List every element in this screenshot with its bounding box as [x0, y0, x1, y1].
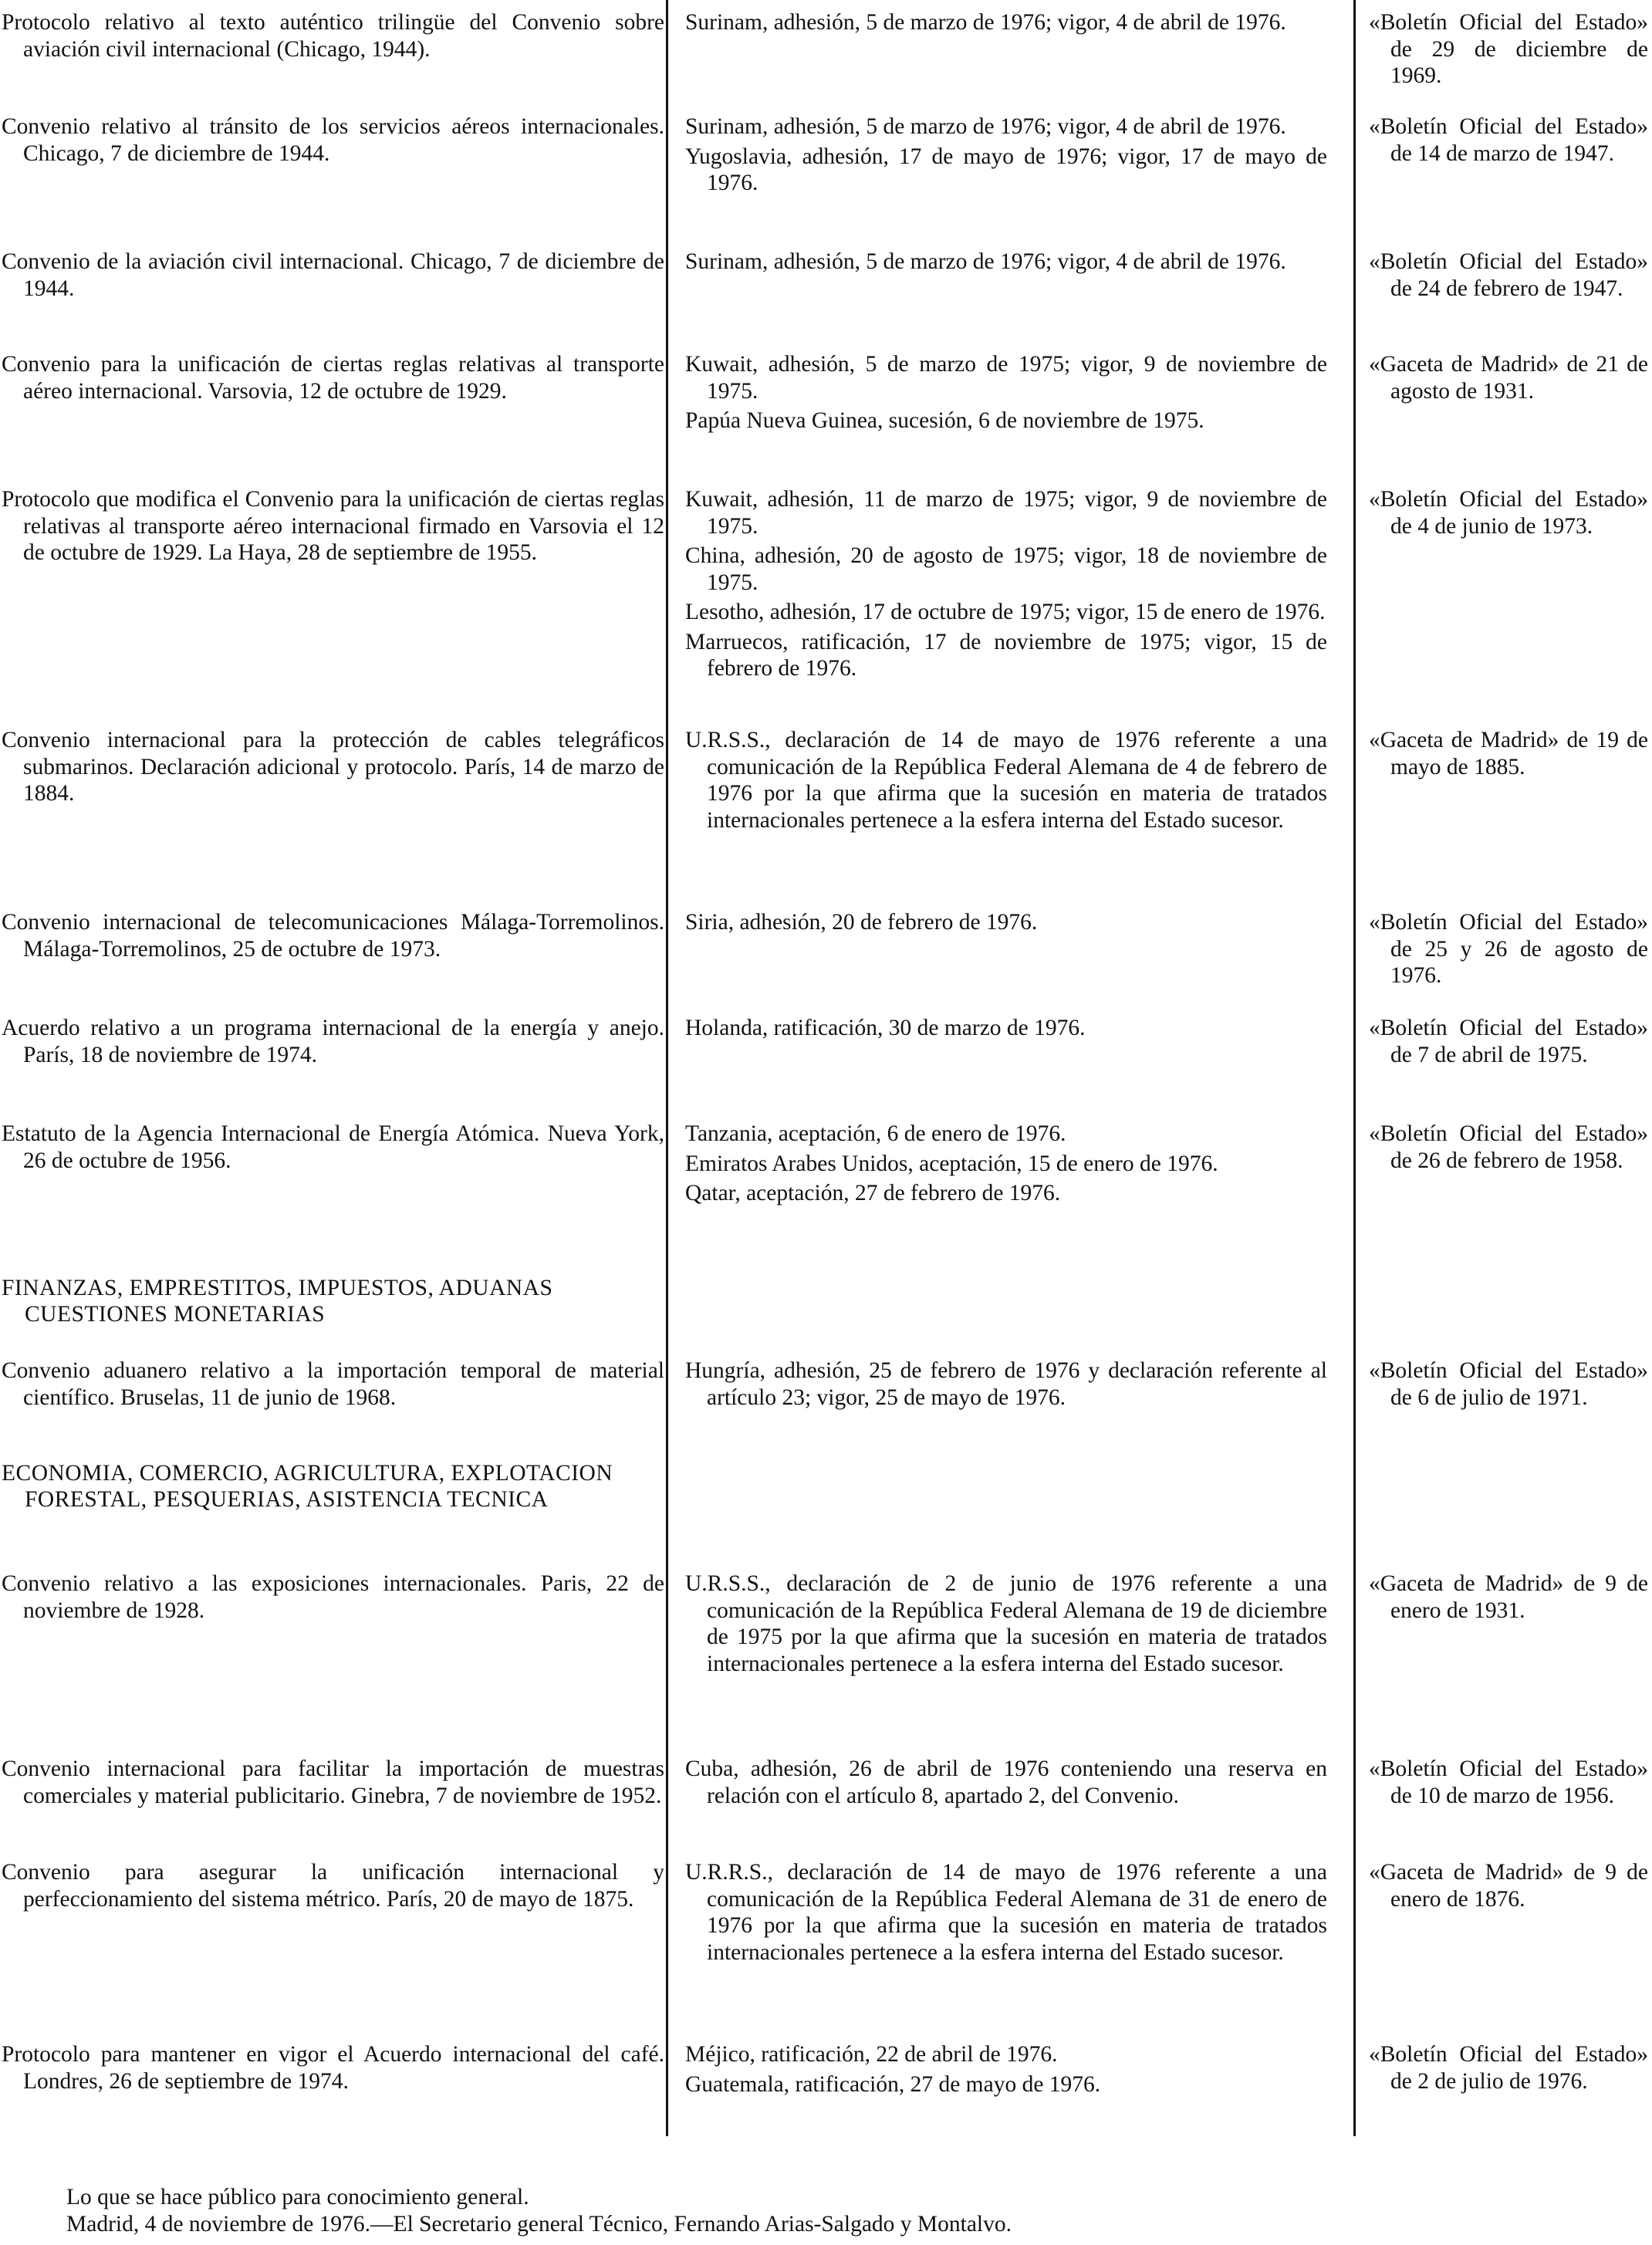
convention-title: Estatuto de la Agencia Internacional de Energía Atómica. Nueva York, 26 de octubre de 1956. — [2, 1121, 664, 1173]
states-cell — [685, 1859, 1327, 1969]
publication-cell — [1369, 727, 1648, 780]
publication-ref: «Boletín Oficial del Estado» de 7 de abril de 1975. — [1369, 1016, 1648, 1067]
convention-title: Convenio aduanero relativo a la importación temporal de material científico. Bruselas, 11 de junio de 1968. — [2, 1358, 664, 1410]
state-action: Hungría, adhesión, 25 de febrero de 1976 y declaración referente al artículo 23; vigor, 25 de mayo de 1976. — [685, 1358, 1327, 1410]
publication-cell — [1369, 1859, 1648, 1912]
convention-title: Protocolo relativo al texto auténtico trilingüe del Convenio sobre aviación civil internacional (Chicago, 1944). — [2, 10, 664, 62]
states-cell — [685, 1756, 1327, 1812]
state-action: Méjico, ratificación, 22 de abril de 1976. — [685, 2042, 1058, 2067]
states-cell — [685, 9, 1327, 39]
publication-cell — [1369, 486, 1648, 539]
state-action: Qatar, aceptación, 27 de febrero de 1976. — [685, 1181, 1061, 1205]
publication-ref: «Boletín Oficial del Estado» de 2 de julio de 1976. — [1369, 2042, 1648, 2094]
state-action: Guatemala, ratificación, 27 de mayo de 1976. — [685, 2071, 1101, 2097]
state-action: Kuwait, adhesión, 11 de marzo de 1975; vigor, 9 de noviembre de 1975. — [685, 487, 1327, 539]
states-cell — [685, 1015, 1327, 1045]
publication-ref: «Boletín Oficial del Estado» de 29 de diciembre de 1969. — [1369, 10, 1648, 88]
states-cell — [685, 1357, 1327, 1414]
convention-title: Convenio de la aviación civil internacional. Chicago, 7 de diciembre de 1944. — [2, 249, 664, 301]
state-action: China, adhesión, 20 de agosto de 1975; vigor, 18 de noviembre de 1975. — [685, 543, 1327, 595]
state-action: Cuba, adhesión, 26 de abril de 1976 conteniendo una reserva en relación con el artículo 8, apartado 2, del Convenio. — [685, 1756, 1327, 1808]
state-action: U.R.S.S., declaración de 2 de junio de 1976 referente a una comunicación de la República Federal Alemana de 19 de diciembre de 1975 por la que afirma que la sucesión en materia de tratados internacionales pertenece a la esfera interna del Estado sucesor. — [685, 1571, 1327, 1676]
convention-title: Convenio internacional para la protección de cables telegráficos submarinos. Declaración adicional y protocolo. París, 14 de marzo de 1884. — [2, 728, 664, 806]
publication-ref: «Boletín Oficial del Estado» de 26 de febrero de 1958. — [1369, 1121, 1648, 1173]
closing-note — [66, 2184, 1610, 2237]
state-action: Surinam, adhesión, 5 de marzo de 1976; vigor, 4 de abril de 1976. — [685, 10, 1286, 35]
convention-title: Convenio internacional de telecomunicaciones Málaga-Torremolinos. Málaga-Torremolinos, 25 de octubre de 1973. — [2, 910, 664, 962]
publication-cell — [1369, 249, 1648, 302]
publication-cell — [1369, 351, 1648, 404]
states-cell — [685, 2041, 1327, 2101]
publication-cell — [1369, 1756, 1648, 1809]
publication-ref: «Boletín Oficial del Estado» de 4 de junio de 1973. — [1369, 487, 1648, 539]
convention-title: Convenio para asegurar la unificación internacional y perfeccionamiento del sistema métrico. París, 20 de mayo de 1875. — [2, 1860, 664, 1912]
state-action: Yugoslavia, adhesión, 17 de mayo de 1976; vigor, 17 de mayo de 1976. — [685, 144, 1327, 195]
convention-title: Convenio relativo a las exposiciones internacionales. Paris, 22 de noviembre de 1928. — [2, 1571, 664, 1623]
states-cell — [685, 909, 1327, 939]
publication-cell — [1369, 1121, 1648, 1174]
convention-title: Protocolo que modifica el Convenio para la unificación de ciertas reglas relativas al transporte aéreo internacional firmado en Varsovia el 12 de octubre de 1929. La Haya, 28 de septiembre de 1955. — [2, 487, 664, 565]
states-cell — [685, 1121, 1327, 1210]
states-cell — [685, 113, 1327, 200]
publication-ref: «Gaceta de Madrid» de 21 de agosto de 1931. — [1369, 352, 1648, 404]
publication-cell — [1369, 9, 1648, 90]
states-cell — [685, 351, 1327, 438]
states-cell — [685, 1570, 1327, 1680]
convention-title: Convenio para la unificación de ciertas reglas relativas al transporte aéreo internacional. Varsovia, 12 de octubre de 1929. — [2, 352, 664, 404]
column-rule-left — [666, 0, 668, 2136]
convention-title: Acuerdo relativo a un programa internacional de la energía y anejo. París, 18 de noviembre de 1974. — [2, 1016, 664, 1067]
publication-cell — [1369, 1015, 1648, 1068]
publication-cell — [1369, 2041, 1648, 2095]
publication-ref: «Gaceta de Madrid» de 9 de enero de 1876. — [1369, 1860, 1648, 1912]
states-cell — [685, 249, 1327, 279]
state-action: Papúa Nueva Guinea, sucesión, 6 de noviembre de 1975. — [685, 408, 1204, 433]
state-action: Surinam, adhesión, 5 de marzo de 1976; vigor, 4 de abril de 1976. — [685, 114, 1286, 139]
convention-title: Protocolo para mantener en vigor el Acuerdo internacional del café. Londres, 26 de septiembre de 1974. — [2, 2042, 664, 2094]
state-action: Siria, adhesión, 20 de febrero de 1976. — [685, 910, 1038, 935]
states-cell — [685, 727, 1327, 837]
publication-ref: «Boletín Oficial del Estado» de 6 de julio de 1971. — [1369, 1358, 1648, 1410]
publication-ref: «Boletín Oficial del Estado» de 14 de marzo de 1947. — [1369, 114, 1648, 166]
signature-line: Madrid, 4 de noviembre de 1976.—El Secretario general Técnico, Fernando Arias-Salgado y Montalvo. — [66, 2211, 1012, 2237]
state-action: U.R.S.S., declaración de 14 de mayo de 1976 referente a una comunicación de la República Federal Alemana de 4 de febrero de 1976 por la que afirma que la sucesión en materia de tratados internacionales pertenece a la esfera interna del Estado sucesor. — [685, 728, 1327, 833]
state-action: U.R.R.S., declaración de 14 de mayo de 1976 referente a una comunicación de la República Federal Alemana de 31 de enero de 1976 por la que afirma que la sucesión en materia de tratados internacionales pertenece a la esfera interna del Estado sucesor. — [685, 1860, 1327, 1965]
publication-ref: «Boletín Oficial del Estado» de 10 de marzo de 1956. — [1369, 1756, 1648, 1808]
publication-ref: «Gaceta de Madrid» de 19 de mayo de 1885. — [1369, 728, 1648, 779]
publication-ref: «Gaceta de Madrid» de 9 de enero de 1931. — [1369, 1571, 1648, 1623]
closing-line: Lo que se hace público para conocimiento general. — [66, 2185, 529, 2209]
state-action: Holanda, ratificación, 30 de marzo de 1976. — [685, 1016, 1086, 1040]
publication-ref: «Boletín Oficial del Estado» de 24 de febrero de 1947. — [1369, 249, 1648, 301]
state-action: Kuwait, adhesión, 5 de marzo de 1975; vigor, 9 de noviembre de 1975. — [685, 352, 1327, 404]
convention-title: Convenio relativo al tránsito de los servicios aéreos internacionales. Chicago, 7 de diciembre de 1944. — [2, 114, 664, 166]
states-cell — [685, 486, 1327, 685]
state-action: Lesotho, adhesión, 17 de octubre de 1975; vigor, 15 de enero de 1976. — [685, 600, 1326, 624]
state-action: Surinam, adhesión, 5 de marzo de 1976; vigor, 4 de abril de 1976. — [685, 249, 1286, 274]
publication-ref: «Boletín Oficial del Estado» de 25 y 26 de agosto de 1976. — [1369, 910, 1648, 988]
publication-cell — [1369, 1570, 1648, 1624]
section-heading-economia: ECONOMIA, COMERCIO, AGRICULTURA, EXPLOTACION FORESTAL, PESQUERIAS, ASISTENCIA TECNICA — [2, 1461, 613, 1513]
convention-title: Convenio internacional para facilitar la importación de muestras comerciales y material publicitario. Ginebra, 7 de noviembre de 1952. — [2, 1756, 664, 1808]
publication-cell — [1369, 113, 1648, 167]
publication-cell — [1369, 909, 1648, 989]
column-rule-right — [1353, 0, 1356, 2136]
state-action: Tanzania, aceptación, 6 de enero de 1976. — [685, 1121, 1066, 1146]
publication-cell — [1369, 1357, 1648, 1411]
state-action: Emiratos Arabes Unidos, aceptación, 15 de enero de 1976. — [685, 1151, 1218, 1176]
section-heading-finanzas: FINANZAS, EMPRESTITOS, IMPUESTOS, ADUANAS CUESTIONES MONETARIAS — [2, 1276, 553, 1327]
state-action: Marruecos, ratificación, 17 de noviembre de 1975; vigor, 15 de febrero de 1976. — [685, 629, 1327, 681]
